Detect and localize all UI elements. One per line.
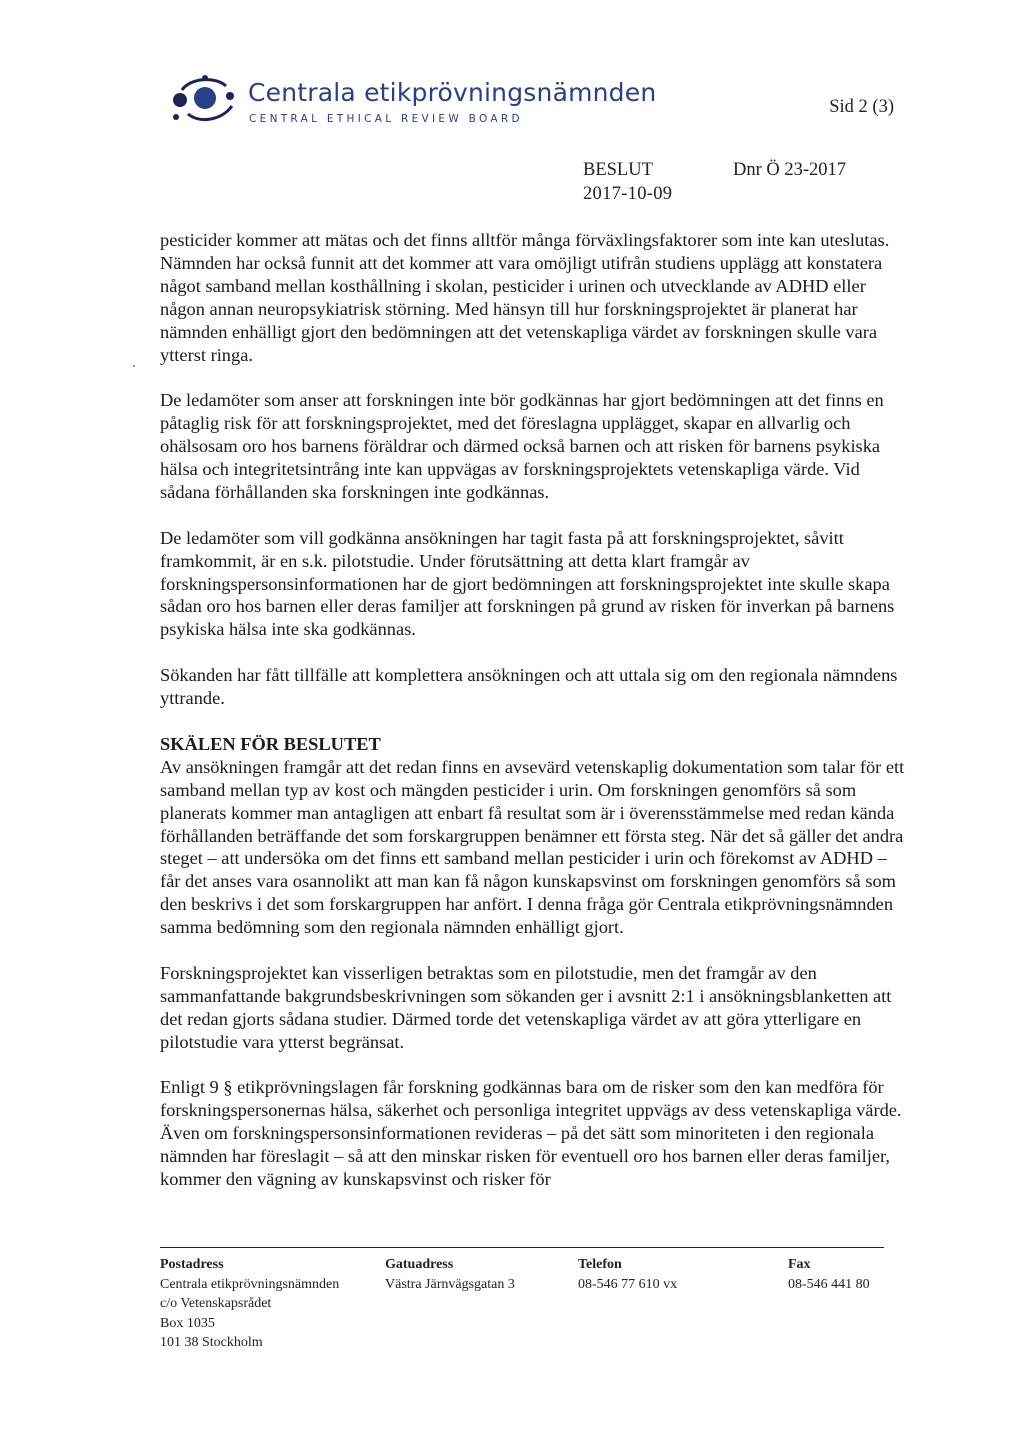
- document-body: [160, 229, 905, 1214]
- paragraph: Enligt 9 § etikprövningslagen får forskning godkännas bara om de risker som den kan medföra för forskningspersonernas hälsa, säkerhet och personliga integritet uppvägs av dess vetenskapliga värde. Även om forskningspersonsinformationen revideras – på det sätt som minoriteten i den regionala nämnden har föreslagit – så att den minskar risken för eventuell oro hos barnen eller deras familjer, kommer den vägning av kunskapsvinst och risker för: [160, 1077, 902, 1190]
- footer-fax: [788, 1255, 870, 1294]
- footer-line: 08-546 77 610 vx: [578, 1276, 678, 1292]
- scan-speck: [133, 365, 135, 367]
- logo-icon: [160, 70, 250, 130]
- paragraph: Forskningsprojektet kan visserligen betraktas som en pilotstudie, men det framgår av den sammanfattande bakgrundsbeskrivningen som sökanden ger i avsnitt 2:1 i ansökningsblanketten att det redan gjorts sådana studier. Därmed torde det vetenskapliga värdet av att göra ytterligare en pilotstudie vara ytterst begränsat.: [160, 962, 892, 1052]
- section-heading: SKÄLEN FÖR BESLUTET: [160, 733, 381, 754]
- footer-line: Centrala etikprövningsnämnden: [160, 1276, 340, 1292]
- footer-line: 08-546 441 80: [788, 1276, 870, 1292]
- footer-phone: [578, 1255, 677, 1294]
- decision-date: 2017-10-09: [583, 184, 673, 204]
- case-number: Dnr Ö 23-2017: [733, 160, 847, 180]
- footer-line: Box 1035: [160, 1315, 215, 1331]
- footer-heading: Telefon: [578, 1257, 622, 1272]
- paragraph: Av ansökningen framgår att det redan finns en avsevärd vetenskaplig dokumentation som talar för ett samband mellan typ av kost och mängden pesticider i urin. Om forskningen genomförs så som planerats kommer man antagligen att enbart få resultat som är i överensstämmelse med redan kända förhållanden beträffande det som forskargruppen benämner ett första steg. När det så gäller det andra steget – att undersöka om det finns ett samband mellan pesticider i urin och förekomst av ADHD – får det anses vara osannolikt att man kan få någon kunskapsvinst om forskningen genomförs så som den beskrivs i det som forskargruppen har anfört. I denna fråga gör Centrala etikprövningsnämnden samma bedömning som den regionala nämnden enhälligt gjort.: [160, 756, 905, 938]
- page-number: Sid 2 (3): [829, 97, 894, 117]
- footer-heading: Gatuadress: [385, 1257, 454, 1272]
- decision-label: BESLUT: [583, 160, 653, 180]
- footer-line: c/o Vetenskapsrådet: [160, 1296, 272, 1311]
- footer-postal-address: [160, 1255, 339, 1353]
- paragraph: De ledamöter som vill godkänna ansökningen har tagit fasta på att forskningsprojektet, såvitt framkommit, är en s.k. pilotstudie. Under förutsättning att detta klart framgår av forskningspersonsinformationen har de gjort bedömningen att forskningsprojektet inte skulle skapa sådan oro hos barnen eller deras familjer att forskningen på grund av risken för inverkan på barnens psykiska hälsa inte ska godkännas.: [160, 527, 895, 640]
- paragraph: pesticider kommer att mätas och det finns alltför många förväxlingsfaktorer som inte kan uteslutas. Nämnden har också funnit att det kommer att vara omöjligt utifrån studiens upplägg att konstatera något samband mellan kosthållning i skolan, pesticider i urinen och utvecklande av ADHD eller någon annan neuropsykiatrisk störning. Med hänsyn till hur forskningsprojektet är planerat har nämnden enhälligt gjort den bedömningen att det vetenskapliga värdet av forskningen skulle vara ytterst ringa.: [160, 230, 890, 365]
- footer-street-address: [385, 1255, 515, 1294]
- paragraph: Sökanden har fått tillfälle att komplettera ansökningen och att uttala sig om den regionala nämndens yttrande.: [160, 665, 898, 709]
- paragraph: De ledamöter som anser att forskningen inte bör godkännas har gjort bedömningen att det finns en påtaglig risk för att forskningsprojektet, med det föreslagna upplägget, skapar en allvarlig och ohälsosam oro hos barnens föräldrar och därmed också barnen och att risken för barnens psykiska hälsa och integritetsintrång inte kan uppvägas av forskningsprojektets vetenskapliga värde. Vid sådana förhållanden ska forskningen inte godkännas.: [160, 390, 884, 502]
- org-subtitle: CENTRAL ETHICAL REVIEW BOARD: [249, 113, 523, 125]
- footer-line: 101 38 Stockholm: [160, 1335, 263, 1350]
- footer-divider: [160, 1247, 884, 1248]
- footer-heading: Postadress: [160, 1257, 224, 1272]
- org-name: Centrala etikprövningsnämnden: [248, 78, 657, 107]
- footer-heading: Fax: [788, 1257, 811, 1272]
- footer-line: Västra Järnvägsgatan 3: [385, 1276, 515, 1292]
